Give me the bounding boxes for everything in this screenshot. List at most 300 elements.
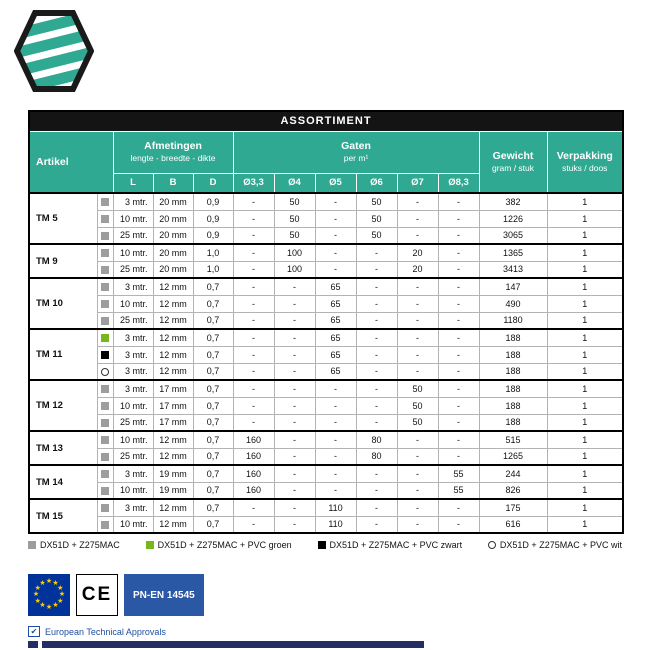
table-row (29, 482, 623, 499)
bottom-bar-segment (28, 641, 38, 648)
eu-star-icon: ★ (57, 597, 64, 605)
data-cell: 12 mm (153, 312, 193, 329)
data-cell: 3 mtr. (113, 363, 153, 380)
data-cell: - (274, 312, 315, 329)
data-cell: 110 (315, 499, 356, 516)
data-cell: - (438, 312, 479, 329)
data-cell: - (233, 278, 274, 295)
data-cell: 1 (547, 414, 623, 431)
table-row (29, 431, 623, 448)
data-cell: - (397, 193, 438, 210)
gewicht-title: Gewicht (492, 149, 534, 162)
data-cell: 20 mm (153, 244, 193, 261)
black-marker-icon (101, 351, 109, 359)
gray-marker-icon (101, 402, 109, 410)
data-cell: 1 (547, 465, 623, 482)
data-cell: 1265 (479, 448, 547, 465)
data-cell: - (438, 244, 479, 261)
data-cell: 3 mtr. (113, 465, 153, 482)
marker-cell (97, 329, 113, 346)
data-cell: 1 (547, 227, 623, 244)
data-cell: - (438, 261, 479, 278)
marker-cell (97, 227, 113, 244)
data-cell: 20 mm (153, 227, 193, 244)
verpakking-subtitle: stuks / doos (562, 162, 608, 173)
data-cell: 1 (547, 210, 623, 227)
data-cell: 25 mtr. (113, 261, 153, 278)
gray-marker-icon (101, 215, 109, 223)
subcol-header: Ø8,3 (438, 173, 479, 193)
gray-marker-icon (101, 249, 109, 257)
data-cell: - (356, 278, 397, 295)
gewicht-subtitle: gram / stuk (491, 162, 535, 173)
data-cell: 50 (356, 193, 397, 210)
subcol-header: L (113, 173, 153, 193)
data-cell: - (233, 499, 274, 516)
data-cell: 515 (479, 431, 547, 448)
data-cell: 1 (547, 363, 623, 380)
data-cell: - (356, 363, 397, 380)
data-cell: - (438, 210, 479, 227)
data-cell: 0,9 (193, 193, 233, 210)
legend-item (146, 540, 292, 550)
data-cell: 50 (356, 227, 397, 244)
gray-marker-icon (101, 317, 109, 325)
data-cell: 1 (547, 278, 623, 295)
data-cell: 3 mtr. (113, 278, 153, 295)
data-cell: 55 (438, 482, 479, 499)
artikel-cell: TM 12 (29, 380, 97, 431)
legend (28, 540, 622, 550)
data-cell: 12 mm (153, 278, 193, 295)
assortiment-sheet (28, 110, 622, 534)
data-cell: 3 mtr. (113, 329, 153, 346)
data-cell: 10 mtr. (113, 244, 153, 261)
data-cell: 80 (356, 448, 397, 465)
data-cell: 188 (479, 363, 547, 380)
data-cell: - (315, 414, 356, 431)
data-cell: 490 (479, 295, 547, 312)
data-cell: - (274, 414, 315, 431)
bottom-bar-segment (42, 641, 424, 648)
data-cell: 616 (479, 516, 547, 533)
data-cell: - (356, 397, 397, 414)
legend-label: DX51D + Z275MAC (40, 540, 120, 550)
data-cell: 20 mm (153, 193, 193, 210)
gray-marker-icon (101, 419, 109, 427)
data-cell: 50 (397, 380, 438, 397)
data-cell: 50 (274, 210, 315, 227)
gray-marker-icon (101, 283, 109, 291)
data-cell: - (233, 295, 274, 312)
afmetingen-header (113, 131, 233, 173)
data-cell: - (274, 295, 315, 312)
marker-cell (97, 295, 113, 312)
eu-star-icon: ★ (39, 602, 46, 610)
data-cell: 3413 (479, 261, 547, 278)
subcol-header: D (193, 173, 233, 193)
eu-star-icon: ★ (58, 591, 66, 598)
afmetingen-subtitle: lengte - breedte - dikte (130, 153, 216, 163)
marker-cell (97, 244, 113, 261)
data-cell: - (315, 482, 356, 499)
header-row (29, 131, 623, 173)
legend-item (318, 540, 463, 550)
eu-star-icon: ★ (57, 584, 64, 592)
data-cell: - (397, 499, 438, 516)
table-row (29, 295, 623, 312)
eta-line (28, 626, 166, 637)
artikel-cell: TM 9 (29, 244, 97, 278)
data-cell: 188 (479, 414, 547, 431)
data-cell: 160 (233, 482, 274, 499)
data-cell: - (274, 278, 315, 295)
brand-logo (14, 8, 94, 94)
data-cell: 50 (274, 193, 315, 210)
data-cell: - (233, 261, 274, 278)
marker-cell (97, 193, 113, 210)
data-cell: - (438, 295, 479, 312)
marker-cell (97, 482, 113, 499)
data-cell: - (315, 380, 356, 397)
data-cell: - (397, 431, 438, 448)
data-cell: 25 mtr. (113, 227, 153, 244)
data-cell: 1 (547, 431, 623, 448)
data-cell: 20 mm (153, 210, 193, 227)
data-cell: 0,7 (193, 312, 233, 329)
data-cell: 50 (274, 227, 315, 244)
norm-badge: PN-EN 14545 (124, 574, 204, 616)
data-cell: 12 mm (153, 516, 193, 533)
gray-marker-icon (101, 436, 109, 444)
data-cell: - (397, 448, 438, 465)
legend-label: DX51D + Z275MAC + PVC wit (499, 540, 622, 550)
data-cell: 147 (479, 278, 547, 295)
gray-marker-icon (101, 266, 109, 274)
data-cell: - (274, 397, 315, 414)
white-marker-icon (101, 368, 109, 376)
data-cell: - (315, 244, 356, 261)
table-row (29, 465, 623, 482)
data-cell: 20 mm (153, 261, 193, 278)
marker-cell (97, 448, 113, 465)
data-cell: - (356, 516, 397, 533)
data-cell: - (274, 363, 315, 380)
table-row (29, 312, 623, 329)
hexagon-logo-icon (14, 8, 94, 94)
data-cell: - (397, 210, 438, 227)
data-cell: 3 mtr. (113, 380, 153, 397)
gray-marker-icon (101, 198, 109, 206)
table-row (29, 278, 623, 295)
data-cell: 1 (547, 397, 623, 414)
subcol-header: Ø4 (274, 173, 315, 193)
data-cell: 1 (547, 499, 623, 516)
ce-mark: CE (76, 574, 118, 616)
data-cell: - (233, 363, 274, 380)
data-cell: 55 (438, 465, 479, 482)
data-cell: 3 mtr. (113, 193, 153, 210)
data-cell: 100 (274, 261, 315, 278)
eu-star-icon: ★ (45, 604, 53, 611)
table-row (29, 227, 623, 244)
data-cell: 20 (397, 261, 438, 278)
eta-label: European Technical Approvals (45, 626, 166, 637)
data-cell: - (315, 261, 356, 278)
verpakking-header (547, 131, 623, 193)
data-cell: - (438, 227, 479, 244)
marker-cell (97, 431, 113, 448)
subcol-header: Ø3,3 (233, 173, 274, 193)
assortiment-table-body (29, 193, 623, 533)
data-cell: - (274, 346, 315, 363)
marker-cell (97, 499, 113, 516)
data-cell: - (274, 448, 315, 465)
data-cell: - (438, 499, 479, 516)
data-cell: - (438, 346, 479, 363)
data-cell: - (315, 431, 356, 448)
data-cell: 1 (547, 448, 623, 465)
data-cell: - (356, 380, 397, 397)
legend-item (28, 540, 120, 550)
data-cell: 0,7 (193, 516, 233, 533)
data-cell: 12 mm (153, 346, 193, 363)
data-cell: - (356, 499, 397, 516)
data-cell: - (233, 516, 274, 533)
eu-star-icon: ★ (32, 591, 40, 598)
data-cell: - (233, 380, 274, 397)
marker-cell (97, 397, 113, 414)
subcol-header: Ø5 (315, 173, 356, 193)
data-cell: - (233, 227, 274, 244)
gray-marker-icon (101, 470, 109, 478)
artikel-cell: TM 15 (29, 499, 97, 533)
data-cell: 65 (315, 278, 356, 295)
marker-cell (97, 346, 113, 363)
data-cell: - (274, 516, 315, 533)
data-cell: - (438, 380, 479, 397)
data-cell: - (438, 278, 479, 295)
data-cell: - (438, 193, 479, 210)
data-cell: - (233, 397, 274, 414)
data-cell: - (356, 465, 397, 482)
data-cell: - (397, 465, 438, 482)
data-cell: - (397, 363, 438, 380)
table-row (29, 380, 623, 397)
table-title: ASSORTIMENT (29, 111, 623, 131)
data-cell: 0,7 (193, 499, 233, 516)
data-cell: - (397, 346, 438, 363)
data-cell: 1,0 (193, 261, 233, 278)
artikel-cell: TM 10 (29, 278, 97, 329)
data-cell: 0,7 (193, 346, 233, 363)
data-cell: 100 (274, 244, 315, 261)
data-cell: 25 mtr. (113, 448, 153, 465)
gray-marker-icon (101, 504, 109, 512)
white-marker-icon (488, 541, 496, 549)
data-cell: 17 mm (153, 414, 193, 431)
data-cell: 19 mm (153, 482, 193, 499)
gray-marker-icon (28, 541, 36, 549)
data-cell: - (274, 499, 315, 516)
table-row (29, 329, 623, 346)
data-cell: - (274, 380, 315, 397)
data-cell: - (315, 210, 356, 227)
data-cell: - (356, 312, 397, 329)
certifications (28, 574, 204, 616)
gewicht-header (479, 131, 547, 193)
data-cell: 188 (479, 329, 547, 346)
data-cell: 12 mm (153, 499, 193, 516)
data-cell: 1,0 (193, 244, 233, 261)
subcol-header: B (153, 173, 193, 193)
eta-check-icon: ✔ (28, 626, 40, 637)
eu-star-icon: ★ (34, 584, 41, 592)
data-cell: - (397, 278, 438, 295)
data-cell: 12 mm (153, 295, 193, 312)
data-cell: - (397, 295, 438, 312)
data-cell: 1 (547, 244, 623, 261)
artikel-cell: TM 11 (29, 329, 97, 380)
data-cell: 0,9 (193, 227, 233, 244)
table-row (29, 397, 623, 414)
data-cell: 10 mtr. (113, 295, 153, 312)
gray-marker-icon (101, 300, 109, 308)
data-cell: - (233, 346, 274, 363)
eu-star-icon: ★ (34, 597, 41, 605)
gray-marker-icon (101, 453, 109, 461)
data-cell: 19 mm (153, 465, 193, 482)
gray-marker-icon (101, 385, 109, 393)
data-cell: 244 (479, 465, 547, 482)
data-cell: - (315, 465, 356, 482)
data-cell: - (274, 482, 315, 499)
data-cell: - (233, 312, 274, 329)
data-cell: - (438, 329, 479, 346)
data-cell: 80 (356, 431, 397, 448)
data-cell: 12 mm (153, 329, 193, 346)
artikel-cell: TM 14 (29, 465, 97, 499)
data-cell: 1 (547, 482, 623, 499)
data-cell: - (315, 448, 356, 465)
data-cell: 1 (547, 380, 623, 397)
data-cell: 3 mtr. (113, 499, 153, 516)
data-cell: 826 (479, 482, 547, 499)
data-cell: - (233, 244, 274, 261)
table-row (29, 414, 623, 431)
data-cell: - (233, 414, 274, 431)
green-marker-icon (101, 334, 109, 342)
table-row (29, 210, 623, 227)
data-cell: 10 mtr. (113, 482, 153, 499)
data-cell: - (233, 193, 274, 210)
legend-item (488, 540, 622, 550)
data-cell: - (315, 193, 356, 210)
subcol-header: Ø7 (397, 173, 438, 193)
data-cell: 10 mtr. (113, 210, 153, 227)
data-cell: 65 (315, 363, 356, 380)
data-cell: - (315, 397, 356, 414)
data-cell: 0,7 (193, 414, 233, 431)
data-cell: 0,7 (193, 380, 233, 397)
data-cell: - (356, 482, 397, 499)
legend-label: DX51D + Z275MAC + PVC groen (157, 540, 292, 550)
gaten-title: Gaten (341, 140, 371, 152)
data-cell: - (438, 448, 479, 465)
data-cell: 12 mm (153, 431, 193, 448)
data-cell: - (315, 227, 356, 244)
data-cell: 1 (547, 312, 623, 329)
bottom-bar (28, 641, 424, 648)
data-cell: - (356, 346, 397, 363)
data-cell: 65 (315, 329, 356, 346)
data-cell: 1 (547, 329, 623, 346)
data-cell: 65 (315, 312, 356, 329)
data-cell: 160 (233, 431, 274, 448)
marker-cell (97, 312, 113, 329)
table-row (29, 363, 623, 380)
marker-cell (97, 261, 113, 278)
data-cell: 0,7 (193, 448, 233, 465)
data-cell: - (274, 465, 315, 482)
data-cell: 160 (233, 448, 274, 465)
data-cell: - (397, 312, 438, 329)
marker-cell (97, 465, 113, 482)
data-cell: 65 (315, 295, 356, 312)
data-cell: 1 (547, 346, 623, 363)
data-cell: - (274, 431, 315, 448)
data-cell: 1180 (479, 312, 547, 329)
data-cell: - (356, 329, 397, 346)
assortiment-table (28, 110, 624, 534)
data-cell: 1 (547, 261, 623, 278)
data-cell: 65 (315, 346, 356, 363)
data-cell: - (397, 329, 438, 346)
data-cell: 0,7 (193, 397, 233, 414)
green-marker-icon (146, 541, 154, 549)
gaten-header (233, 131, 479, 173)
gray-marker-icon (101, 487, 109, 495)
data-cell: - (274, 329, 315, 346)
data-cell: 0,7 (193, 431, 233, 448)
table-row (29, 261, 623, 278)
data-cell: - (438, 516, 479, 533)
data-cell: 188 (479, 346, 547, 363)
data-cell: 50 (356, 210, 397, 227)
black-marker-icon (318, 541, 326, 549)
gaten-subtitle: per m¹ (343, 153, 369, 163)
data-cell: - (356, 244, 397, 261)
table-row (29, 516, 623, 533)
data-cell: 12 mm (153, 363, 193, 380)
data-cell: 20 (397, 244, 438, 261)
data-cell: 0,9 (193, 210, 233, 227)
data-cell: 0,7 (193, 482, 233, 499)
data-cell: 17 mm (153, 380, 193, 397)
data-cell: - (233, 210, 274, 227)
data-cell: 188 (479, 380, 547, 397)
data-cell: 50 (397, 397, 438, 414)
table-row (29, 346, 623, 363)
data-cell: 50 (397, 414, 438, 431)
eu-flag-icon (28, 574, 70, 616)
artikel-cell: TM 13 (29, 431, 97, 465)
eu-star-icon: ★ (39, 579, 46, 587)
data-cell: 10 mtr. (113, 397, 153, 414)
data-cell: 1 (547, 295, 623, 312)
afmetingen-title: Afmetingen (144, 140, 202, 152)
table-row (29, 448, 623, 465)
